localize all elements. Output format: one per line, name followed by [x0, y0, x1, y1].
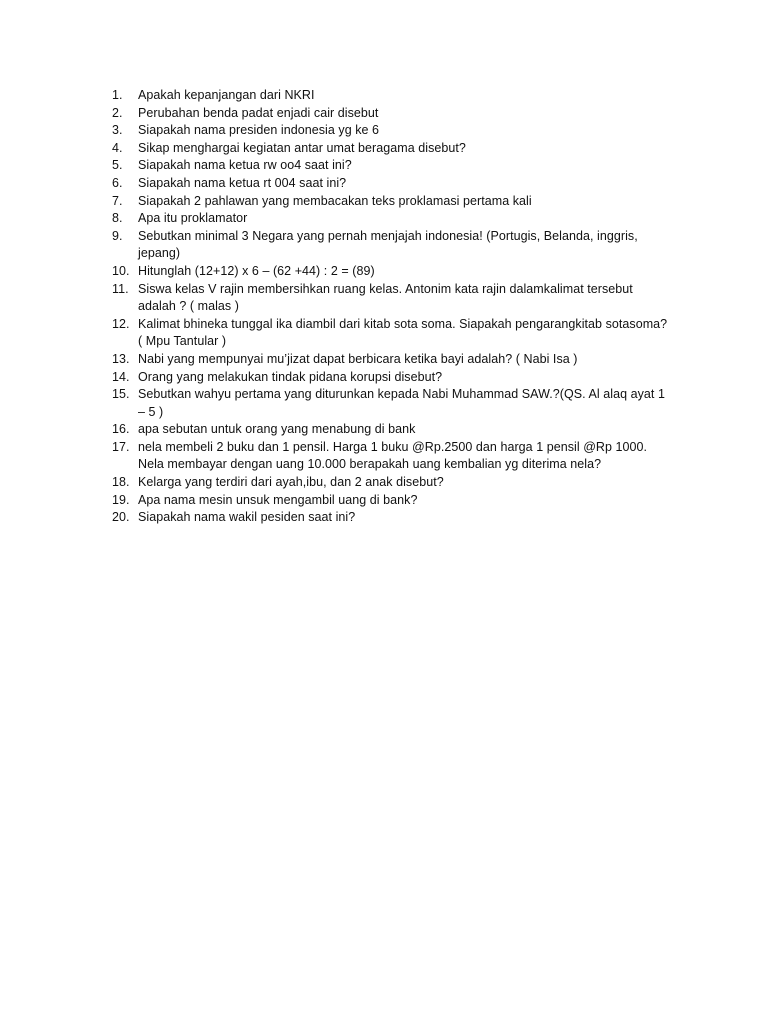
question-item-14: [112, 369, 672, 387]
question-item-15: [112, 386, 672, 421]
question-text: Orang yang melakukan tindak pidana korupsi disebut?: [138, 369, 443, 384]
question-item-8: [112, 210, 672, 228]
question-text: Apa itu proklamator: [138, 211, 248, 226]
question-item-20: [112, 509, 672, 527]
question-item-12: [112, 316, 672, 351]
question-item-17: [112, 439, 672, 474]
question-number: 17.: [112, 439, 130, 454]
question-text: Apakah kepanjangan dari NKRI: [138, 88, 315, 102]
question-number: 12.: [112, 316, 130, 331]
question-text: Siapakah nama wakil pesiden saat ini?: [138, 510, 356, 525]
question-text: Sebutkan minimal 3 Negara yang pernah menjajah indonesia! (Portugis, Belanda, inggris, jepang): [138, 228, 638, 261]
question-text: Kalimat bhineka tunggal ika diambil dari kitab sota soma. Siapakah pengarangkitab sotasoma? ( Mpu Tantular ): [138, 316, 668, 349]
question-text: nela membeli 2 buku dan 1 pensil. Harga 1 buku @Rp.2500 dan harga 1 pensil @Rp 1000. Nela membayar dengan uang 10.000 berapakah uang kembalian yg diterima nela?: [138, 439, 648, 472]
question-item-1: [112, 87, 672, 105]
question-number: 8.: [112, 211, 123, 226]
question-text: Siapakah nama ketua rw oo4 saat ini?: [138, 158, 352, 173]
question-text: Siapakah nama presiden indonesia yg ke 6: [138, 123, 380, 138]
question-text: Perubahan benda padat enjadi cair disebut: [138, 105, 379, 120]
question-number: 14.: [112, 369, 130, 384]
question-number: 20.: [112, 510, 130, 525]
question-item-6: [112, 175, 672, 193]
question-list: [112, 87, 672, 527]
question-number: 19.: [112, 492, 130, 507]
question-item-19: [112, 492, 672, 510]
question-number: 9.: [112, 228, 123, 243]
question-text: Nabi yang mempunyai mu’jizat dapat berbicara ketika bayi adalah? ( Nabi Isa ): [138, 351, 578, 366]
question-number: 13.: [112, 351, 130, 366]
question-item-7: [112, 193, 672, 211]
question-item-4: [112, 140, 672, 158]
question-item-10: [112, 263, 672, 281]
question-text: apa sebutan untuk orang yang menabung di bank: [138, 422, 416, 437]
question-number: 6.: [112, 175, 123, 190]
question-text: Kelarga yang terdiri dari ayah,ibu, dan 2 anak disebut?: [138, 475, 444, 490]
question-number: 3.: [112, 123, 123, 138]
question-item-3: [112, 122, 672, 140]
question-number: 18.: [112, 475, 130, 490]
question-number: 4.: [112, 140, 123, 155]
question-item-16: [112, 421, 672, 439]
question-number: 15.: [112, 387, 130, 402]
question-number: 2.: [112, 105, 123, 120]
question-number: 7.: [112, 193, 123, 208]
question-text: Siapakah nama ketua rt 004 saat ini?: [138, 175, 347, 190]
question-text: Siapakah 2 pahlawan yang membacakan teks proklamasi pertama kali: [138, 193, 532, 208]
question-text: Hitunglah (12+12) x 6 – (62 +44) : 2 = (89): [138, 263, 375, 278]
question-item-9: [112, 228, 672, 263]
question-text: Sebutkan wahyu pertama yang diturunkan kepada Nabi Muhammad SAW.?(QS. Al alaq ayat 1 – 5 ): [138, 387, 665, 419]
question-number: 1.: [112, 88, 123, 102]
question-text: Sikap menghargai kegiatan antar umat beragama disebut?: [138, 140, 466, 155]
question-item-5: [112, 157, 672, 175]
question-number: 11.: [112, 281, 129, 296]
question-text: Siswa kelas V rajin membersihkan ruang kelas. Antonim kata rajin dalamkalimat tersebut adalah ? ( malas ): [138, 281, 633, 314]
question-item-2: [112, 105, 672, 123]
question-text: Apa nama mesin unsuk mengambil uang di bank?: [138, 492, 418, 507]
question-item-13: [112, 351, 672, 369]
question-item-18: [112, 474, 672, 492]
question-item-11: [112, 281, 672, 316]
question-number: 10.: [112, 263, 130, 278]
question-number: 5.: [112, 158, 123, 173]
question-number: 16.: [112, 422, 130, 437]
